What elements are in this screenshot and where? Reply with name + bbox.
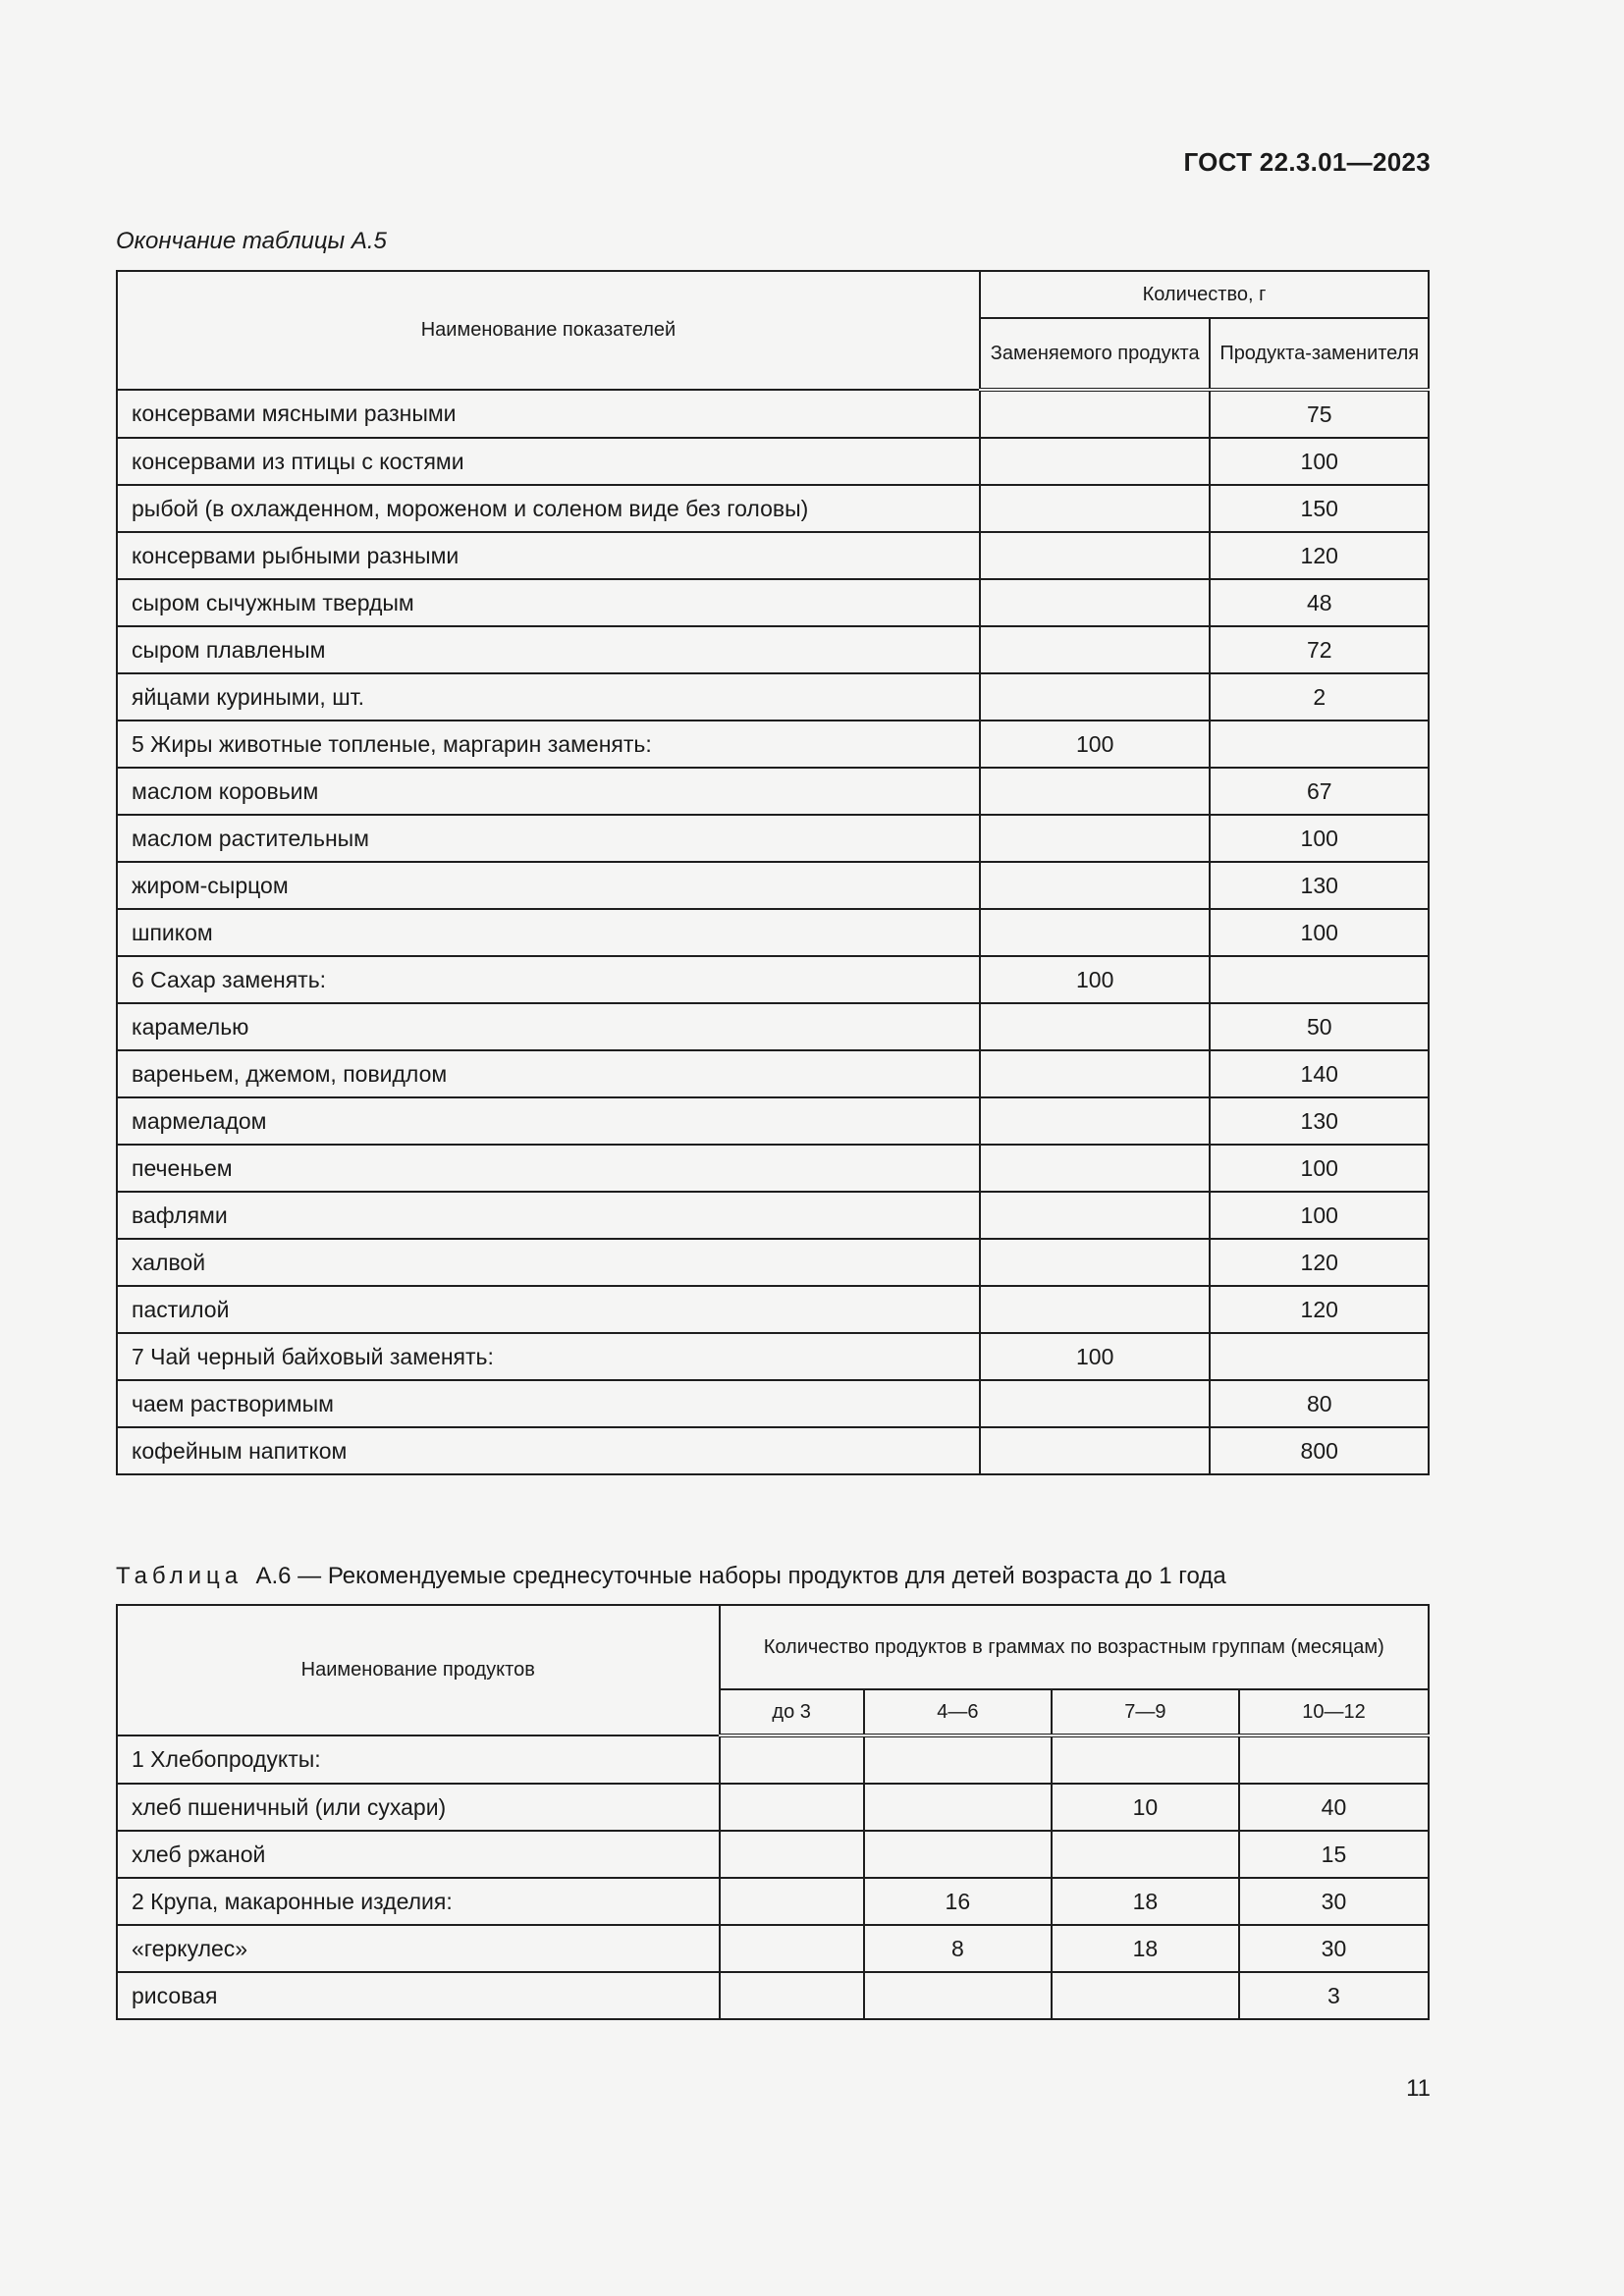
table-row: [117, 1239, 1429, 1286]
substitute-quantity-cell: 50: [1210, 1003, 1429, 1050]
table-row: [117, 1286, 1429, 1333]
header-quantity-by-age: Количество продуктов в граммах по возрастным группам (месяцам): [720, 1605, 1429, 1689]
replaced-quantity-cell: [980, 579, 1211, 626]
substitute-quantity-cell: 120: [1210, 532, 1429, 579]
age-quantity-cell: [864, 1831, 1052, 1878]
substitute-quantity-cell: 800: [1210, 1427, 1429, 1474]
replaced-quantity-cell: [980, 1145, 1211, 1192]
table-row: [117, 1192, 1429, 1239]
table-a6-body: [117, 1735, 1429, 2019]
age-quantity-cell: 30: [1239, 1878, 1429, 1925]
substitute-quantity-cell: [1210, 721, 1429, 768]
age-quantity-cell: [1052, 1831, 1239, 1878]
table-row: [117, 390, 1429, 438]
table-row: [117, 438, 1429, 485]
table-row: [117, 626, 1429, 673]
age-group-header: 7—9: [1052, 1689, 1239, 1735]
substitute-quantity-cell: 72: [1210, 626, 1429, 673]
table-row: [117, 1097, 1429, 1145]
age-quantity-cell: [1052, 1972, 1239, 2019]
replaced-quantity-cell: [980, 862, 1211, 909]
substitute-quantity-cell: [1210, 1333, 1429, 1380]
header-product-name: Наименование продуктов: [117, 1605, 720, 1735]
replaced-quantity-cell: [980, 815, 1211, 862]
table-a5-continuation-caption: Окончание таблицы А.5: [116, 228, 387, 254]
table-row: [117, 579, 1429, 626]
substitute-quantity-cell: 48: [1210, 579, 1429, 626]
replaced-quantity-cell: [980, 438, 1211, 485]
age-quantity-cell: [1052, 1735, 1239, 1784]
product-name-cell: 1 Хлебопродукты:: [117, 1735, 720, 1784]
replaced-quantity-cell: [980, 1286, 1211, 1333]
table-row: [117, 1831, 1429, 1878]
replaced-quantity-cell: [980, 768, 1211, 815]
indicator-name-cell: рыбой (в охлажденном, мороженом и соленом виде без головы): [117, 485, 980, 532]
product-name-cell: хлеб ржаной: [117, 1831, 720, 1878]
table-row: [117, 1784, 1429, 1831]
indicator-name-cell: кофейным напитком: [117, 1427, 980, 1474]
indicator-name-cell: сыром сычужным твердым: [117, 579, 980, 626]
age-quantity-cell: [720, 1784, 864, 1831]
replaced-quantity-cell: 100: [980, 721, 1211, 768]
page-number: 11: [1406, 2075, 1431, 2102]
substitute-quantity-cell: 2: [1210, 673, 1429, 721]
age-group-header: 4—6: [864, 1689, 1052, 1735]
substitute-quantity-cell: [1210, 956, 1429, 1003]
age-quantity-cell: 30: [1239, 1925, 1429, 1972]
replaced-quantity-cell: 100: [980, 956, 1211, 1003]
table-row: [117, 768, 1429, 815]
age-quantity-cell: [720, 1972, 864, 2019]
age-quantity-cell: 18: [1052, 1878, 1239, 1925]
product-name-cell: хлеб пшеничный (или сухари): [117, 1784, 720, 1831]
substitute-quantity-cell: 140: [1210, 1050, 1429, 1097]
replaced-quantity-cell: [980, 1050, 1211, 1097]
indicator-name-cell: маслом коровьим: [117, 768, 980, 815]
product-name-cell: «геркулес»: [117, 1925, 720, 1972]
substitute-quantity-cell: 67: [1210, 768, 1429, 815]
replaced-quantity-cell: [980, 909, 1211, 956]
age-quantity-cell: [864, 1972, 1052, 2019]
indicator-name-cell: пастилой: [117, 1286, 980, 1333]
table-row: [117, 1003, 1429, 1050]
table-row: [117, 956, 1429, 1003]
table-row: [117, 1735, 1429, 1784]
age-group-header: до 3: [720, 1689, 864, 1735]
indicator-name-cell: 6 Сахар заменять:: [117, 956, 980, 1003]
header-replaced-product: Заменяемого продукта: [980, 318, 1211, 390]
table-row: [117, 1380, 1429, 1427]
product-name-cell: рисовая: [117, 1972, 720, 2019]
replaced-quantity-cell: [980, 1097, 1211, 1145]
table-row: [117, 532, 1429, 579]
table-row: [117, 1050, 1429, 1097]
replaced-quantity-cell: [980, 1192, 1211, 1239]
age-quantity-cell: 15: [1239, 1831, 1429, 1878]
age-quantity-cell: 18: [1052, 1925, 1239, 1972]
indicator-name-cell: консервами мясными разными: [117, 390, 980, 438]
substitute-quantity-cell: 120: [1210, 1239, 1429, 1286]
substitute-quantity-cell: 100: [1210, 815, 1429, 862]
indicator-name-cell: печеньем: [117, 1145, 980, 1192]
substitute-quantity-cell: 130: [1210, 1097, 1429, 1145]
age-quantity-cell: [720, 1878, 864, 1925]
indicator-name-cell: вареньем, джемом, повидлом: [117, 1050, 980, 1097]
replaced-quantity-cell: [980, 1239, 1211, 1286]
indicator-name-cell: чаем растворимым: [117, 1380, 980, 1427]
indicator-name-cell: вафлями: [117, 1192, 980, 1239]
table-row: [117, 862, 1429, 909]
table-a6-caption-label: Таблица: [116, 1563, 244, 1589]
age-quantity-cell: 8: [864, 1925, 1052, 1972]
replaced-quantity-cell: [980, 485, 1211, 532]
indicator-name-cell: 7 Чай черный байховый заменять:: [117, 1333, 980, 1380]
table-row: [117, 815, 1429, 862]
age-group-header: 10—12: [1239, 1689, 1429, 1735]
table-a5: [116, 270, 1430, 1475]
header-substitute-product: Продукта-заменителя: [1210, 318, 1429, 390]
replaced-quantity-cell: [980, 532, 1211, 579]
indicator-name-cell: консервами из птицы с костями: [117, 438, 980, 485]
substitute-quantity-cell: 100: [1210, 909, 1429, 956]
age-quantity-cell: [720, 1925, 864, 1972]
table-a5-body: [117, 390, 1429, 1474]
age-quantity-cell: 10: [1052, 1784, 1239, 1831]
substitute-quantity-cell: 120: [1210, 1286, 1429, 1333]
replaced-quantity-cell: [980, 1380, 1211, 1427]
age-quantity-cell: 40: [1239, 1784, 1429, 1831]
substitute-quantity-cell: 100: [1210, 1145, 1429, 1192]
table-row: [117, 1145, 1429, 1192]
table-row: [117, 721, 1429, 768]
age-quantity-cell: 3: [1239, 1972, 1429, 2019]
indicator-name-cell: шпиком: [117, 909, 980, 956]
header-quantity: Количество, г: [980, 271, 1429, 318]
table-row: [117, 1972, 1429, 2019]
product-name-cell: 2 Крупа, макаронные изделия:: [117, 1878, 720, 1925]
replaced-quantity-cell: [980, 390, 1211, 438]
table-row: [117, 1925, 1429, 1972]
age-quantity-cell: [720, 1735, 864, 1784]
age-quantity-cell: [864, 1735, 1052, 1784]
substitute-quantity-cell: 80: [1210, 1380, 1429, 1427]
table-row: [117, 909, 1429, 956]
replaced-quantity-cell: [980, 626, 1211, 673]
replaced-quantity-cell: 100: [980, 1333, 1211, 1380]
table-a6-caption: [116, 1563, 1226, 1590]
table-row: [117, 1333, 1429, 1380]
table-row: [117, 1878, 1429, 1925]
table-row: [117, 673, 1429, 721]
indicator-name-cell: 5 Жиры животные топленые, маргарин заменять:: [117, 721, 980, 768]
indicator-name-cell: жиром-сырцом: [117, 862, 980, 909]
table-row: [117, 485, 1429, 532]
indicator-name-cell: маслом растительным: [117, 815, 980, 862]
header-indicator-name: Наименование показателей: [117, 271, 980, 390]
replaced-quantity-cell: [980, 1427, 1211, 1474]
indicator-name-cell: сыром плавленым: [117, 626, 980, 673]
substitute-quantity-cell: 130: [1210, 862, 1429, 909]
table-row: [117, 1427, 1429, 1474]
age-quantity-cell: [1239, 1735, 1429, 1784]
indicator-name-cell: карамелью: [117, 1003, 980, 1050]
document-standard-number: ГОСТ 22.3.01—2023: [1183, 147, 1431, 177]
replaced-quantity-cell: [980, 1003, 1211, 1050]
indicator-name-cell: яйцами куриными, шт.: [117, 673, 980, 721]
substitute-quantity-cell: 100: [1210, 438, 1429, 485]
replaced-quantity-cell: [980, 673, 1211, 721]
substitute-quantity-cell: 150: [1210, 485, 1429, 532]
indicator-name-cell: консервами рыбными разными: [117, 532, 980, 579]
substitute-quantity-cell: 100: [1210, 1192, 1429, 1239]
age-quantity-cell: [720, 1831, 864, 1878]
indicator-name-cell: халвой: [117, 1239, 980, 1286]
age-quantity-cell: [864, 1784, 1052, 1831]
substitute-quantity-cell: 75: [1210, 390, 1429, 438]
indicator-name-cell: мармеладом: [117, 1097, 980, 1145]
age-quantity-cell: 16: [864, 1878, 1052, 1925]
table-a6: [116, 1604, 1430, 2020]
table-a6-caption-text: А.6 — Рекомендуемые среднесуточные наборы продуктов для детей возраста до 1 года: [255, 1563, 1226, 1589]
